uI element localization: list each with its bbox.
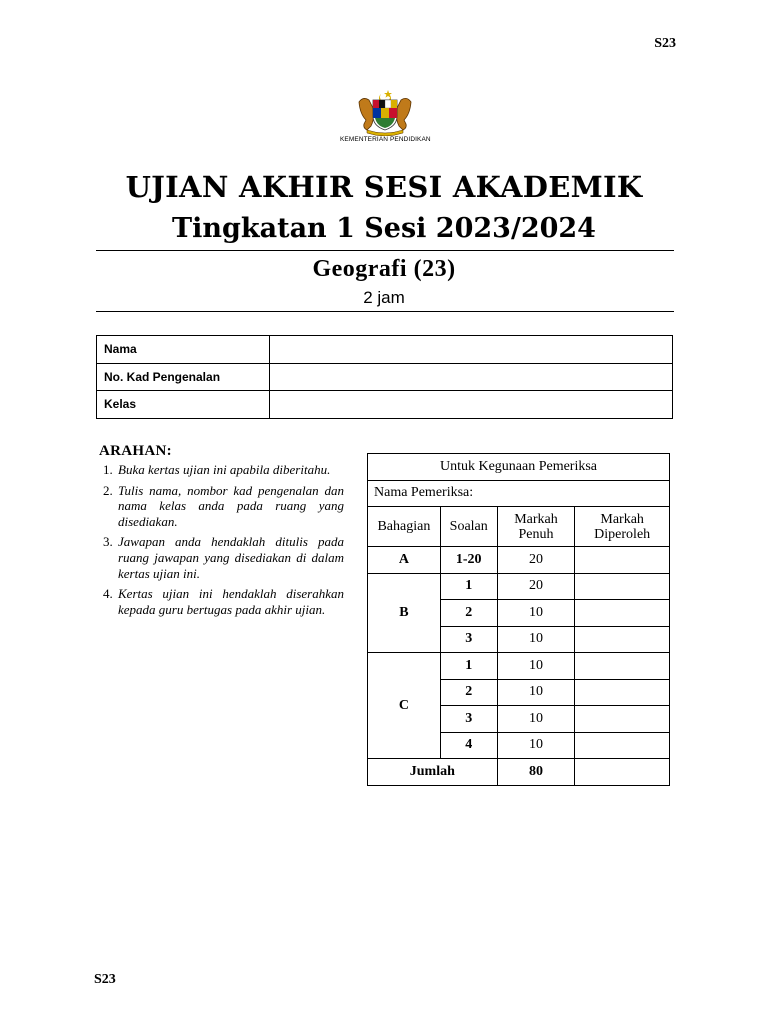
question-cell: 4	[440, 732, 497, 759]
class-field[interactable]	[270, 391, 673, 419]
ic-number-field[interactable]	[270, 363, 673, 391]
header-question: Soalan	[440, 507, 497, 547]
marks-obtained-cell[interactable]	[575, 573, 670, 600]
list-item	[99, 534, 344, 581]
table-row	[368, 480, 670, 507]
instructions	[99, 443, 344, 622]
candidate-info-table	[96, 335, 673, 419]
ministry-crest	[340, 88, 430, 148]
item-number: 1.	[103, 462, 113, 477]
marks-obtained-cell[interactable]	[575, 547, 670, 574]
question-cell: 1	[440, 653, 497, 680]
header-marks-obtained: Markah Diperoleh	[575, 507, 670, 547]
marks-obtained-cell[interactable]	[575, 679, 670, 706]
marks-obtained-cell[interactable]	[575, 626, 670, 653]
divider-top	[96, 250, 674, 251]
full-marks-cell: 10	[497, 600, 575, 627]
divider-bottom	[96, 311, 674, 312]
section-a-label: A	[368, 547, 441, 574]
table-row	[368, 507, 670, 547]
full-marks-cell: 10	[497, 626, 575, 653]
examiner-table	[367, 453, 670, 786]
item-number: 2.	[103, 482, 113, 498]
examiner-name-field[interactable]: Nama Pemeriksa:	[368, 480, 670, 507]
marks-obtained-cell[interactable]	[575, 600, 670, 627]
item-text: Buka kertas ujian ini apabila diberitahu.	[118, 462, 331, 477]
ic-number-label: No. Kad Pengenalan	[97, 363, 270, 391]
question-cell: 3	[440, 706, 497, 733]
list-item	[99, 586, 344, 617]
table-row	[97, 336, 673, 364]
header-section: Bahagian	[368, 507, 441, 547]
total-full-marks: 80	[497, 759, 575, 786]
item-text: Kertas ujian ini hendaklah diserahkan kepada guru bertugas pada akhir ujian.	[118, 586, 344, 617]
header-full-marks: Markah Penuh	[497, 507, 575, 547]
full-marks-cell: 10	[497, 732, 575, 759]
coat-of-arms-icon	[353, 88, 417, 136]
full-marks-cell: 10	[497, 706, 575, 733]
exam-subtitle: Tingkatan 1 Sesi 2023/2024	[172, 213, 596, 244]
full-marks-cell: 20	[497, 547, 575, 574]
full-marks-cell: 10	[497, 653, 575, 680]
table-row	[368, 454, 670, 481]
exam-title: UJIAN AKHIR SESI AKADEMIK	[125, 170, 643, 204]
name-label: Nama	[97, 336, 270, 364]
table-row	[368, 653, 670, 680]
question-cell: 1	[440, 573, 497, 600]
instructions-heading: ARAHAN:	[99, 443, 172, 459]
full-marks-cell: 10	[497, 679, 575, 706]
marks-obtained-cell[interactable]	[575, 732, 670, 759]
table-row	[97, 391, 673, 419]
item-number: 3.	[103, 534, 113, 550]
section-c-label: C	[368, 653, 441, 759]
question-cell: 3	[440, 626, 497, 653]
item-text: Tulis nama, nombor kad pengenalan dan nama kelas anda pada ruang yang disediakan.	[118, 482, 344, 529]
item-text: Jawapan anda hendaklah ditulis pada ruang jawapan yang disediakan di dalam kertas ujian ini.	[118, 534, 344, 581]
marks-obtained-cell[interactable]	[575, 706, 670, 733]
full-marks-cell: 20	[497, 573, 575, 600]
item-number: 4.	[103, 586, 113, 602]
list-item	[99, 462, 344, 478]
table-row	[97, 363, 673, 391]
question-cell: 2	[440, 679, 497, 706]
name-field[interactable]	[270, 336, 673, 364]
page-code-top: S23	[654, 36, 676, 51]
question-cell: 2	[440, 600, 497, 627]
page-code-bottom: S23	[94, 972, 116, 987]
total-label: Jumlah	[368, 759, 498, 786]
exam-duration: 2 jam	[363, 288, 405, 307]
table-row	[368, 759, 670, 786]
class-label: Kelas	[97, 391, 270, 419]
examiner-table-title: Untuk Kegunaan Pemeriksa	[368, 454, 670, 481]
table-row	[368, 547, 670, 574]
table-row	[368, 573, 670, 600]
question-cell: 1-20	[440, 547, 497, 574]
section-b-label: B	[368, 573, 441, 653]
subject-title: Geografi (23)	[312, 256, 456, 282]
ministry-name: KEMENTERIAN PENDIDIKAN	[340, 136, 431, 143]
instructions-list	[99, 462, 344, 617]
total-marks-obtained[interactable]	[575, 759, 670, 786]
marks-obtained-cell[interactable]	[575, 653, 670, 680]
list-item	[99, 483, 344, 530]
